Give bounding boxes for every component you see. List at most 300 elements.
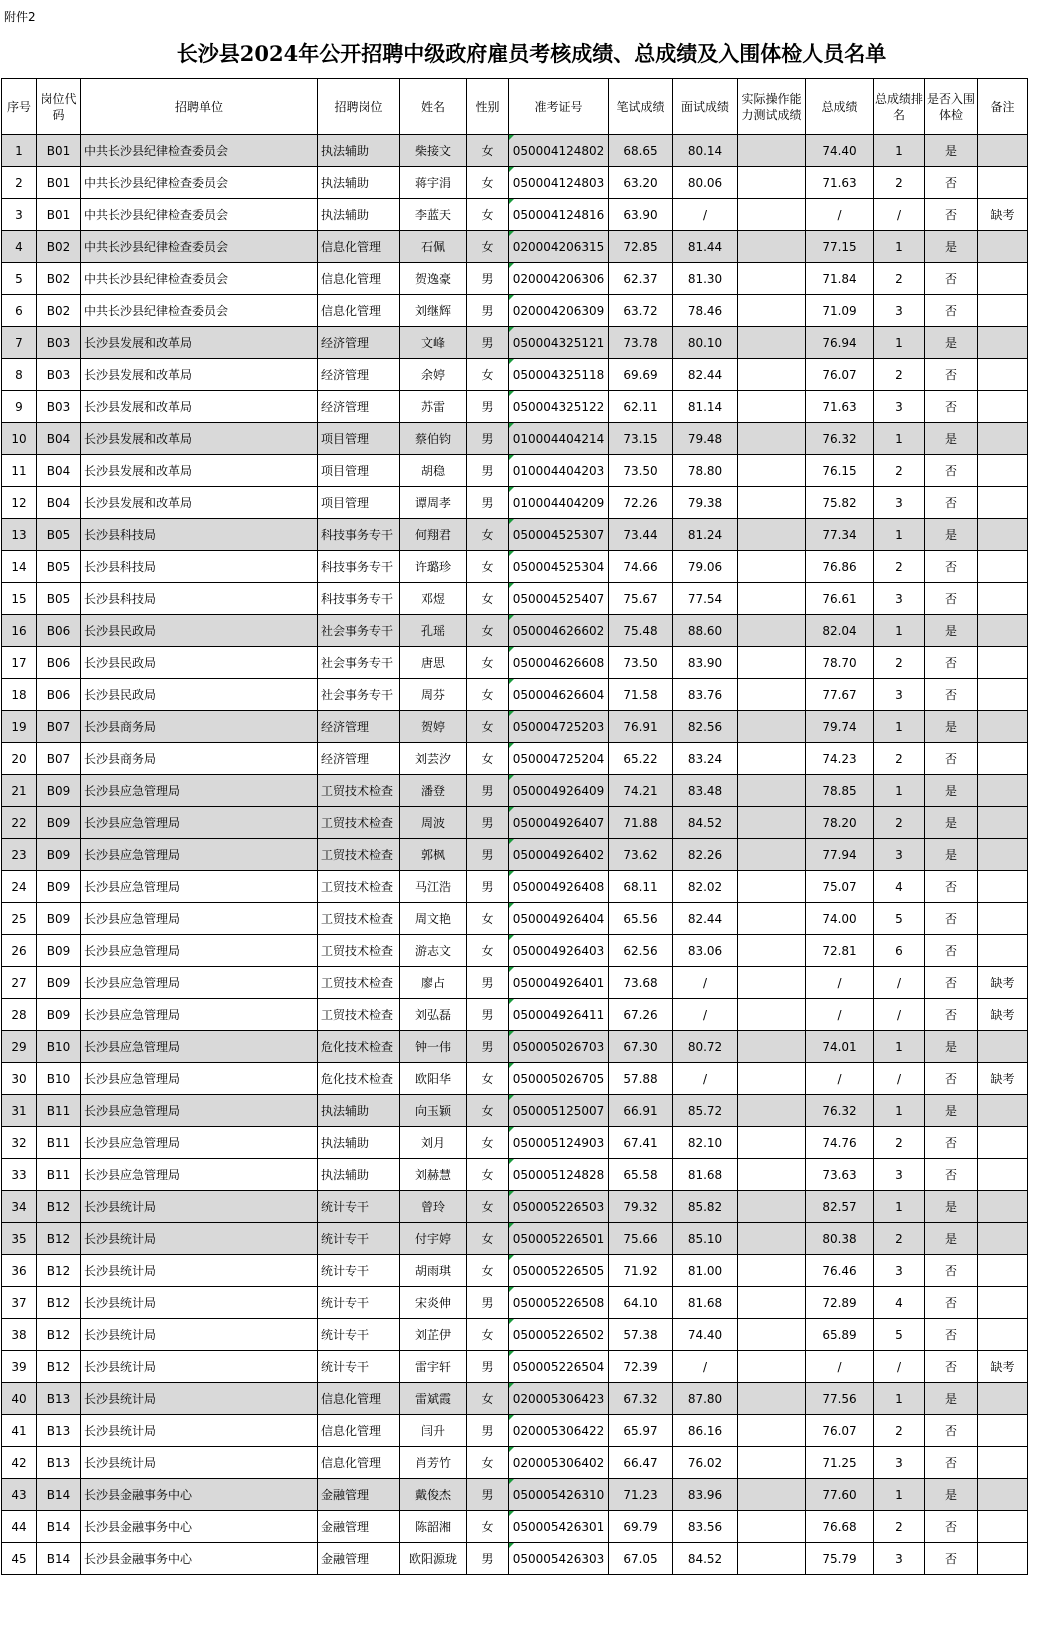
cell-interview: 80.06 (673, 167, 738, 199)
cell-ticket: 050004525304 (509, 551, 609, 583)
cell-post: 信息化管理 (318, 263, 400, 295)
cell-practical (738, 327, 806, 359)
header-remark: 备注 (978, 79, 1028, 135)
cell-ticket: 050004725204 (509, 743, 609, 775)
cell-gender: 男 (467, 839, 509, 871)
cell-interview: / (673, 967, 738, 999)
cell-physical: 否 (925, 1319, 978, 1351)
cell-written: 68.11 (609, 871, 673, 903)
cell-remark (978, 231, 1028, 263)
cell-gender: 男 (467, 1543, 509, 1575)
cell-rank: 3 (874, 1447, 925, 1479)
cell-gender: 男 (467, 1031, 509, 1063)
cell-unit: 长沙县金融事务中心 (81, 1511, 318, 1543)
cell-gender: 女 (467, 1447, 509, 1479)
cell-remark: 缺考 (978, 999, 1028, 1031)
cell-practical (738, 263, 806, 295)
cell-code: B02 (37, 295, 81, 327)
cell-ticket: 050004325118 (509, 359, 609, 391)
header-practical: 实际操作能力测试成绩 (738, 79, 806, 135)
cell-seq: 20 (2, 743, 37, 775)
table-row (2, 935, 1028, 967)
cell-total: 74.76 (806, 1127, 874, 1159)
cell-gender: 女 (467, 1159, 509, 1191)
cell-name: 孔瑶 (400, 615, 467, 647)
cell-practical (738, 1287, 806, 1319)
cell-name: 刘月 (400, 1127, 467, 1159)
header-physical: 是否入围体检 (925, 79, 978, 135)
cell-practical (738, 807, 806, 839)
cell-total: / (806, 1351, 874, 1383)
table-row (2, 1543, 1028, 1575)
cell-name: 闫升 (400, 1415, 467, 1447)
table-row (2, 295, 1028, 327)
cell-written: 63.72 (609, 295, 673, 327)
cell-gender: 女 (467, 1063, 509, 1095)
cell-rank: 1 (874, 519, 925, 551)
cell-total: / (806, 199, 874, 231)
cell-practical (738, 1223, 806, 1255)
cell-rank: 1 (874, 135, 925, 167)
cell-post: 统计专干 (318, 1191, 400, 1223)
table-body (2, 135, 1028, 1575)
cell-total: 77.60 (806, 1479, 874, 1511)
cell-code: B01 (37, 135, 81, 167)
cell-rank: 1 (874, 1031, 925, 1063)
cell-remark (978, 519, 1028, 551)
cell-seq: 19 (2, 711, 37, 743)
header-post: 招聘岗位 (318, 79, 400, 135)
cell-interview: 88.60 (673, 615, 738, 647)
cell-gender: 男 (467, 327, 509, 359)
cell-practical (738, 135, 806, 167)
table-row (2, 167, 1028, 199)
cell-rank: 2 (874, 1415, 925, 1447)
table-row (2, 551, 1028, 583)
cell-post: 工贸技术检查 (318, 967, 400, 999)
cell-code: B14 (37, 1511, 81, 1543)
cell-unit: 长沙县应急管理局 (81, 1159, 318, 1191)
cell-physical: 是 (925, 135, 978, 167)
cell-seq: 38 (2, 1319, 37, 1351)
cell-rank: / (874, 967, 925, 999)
cell-remark (978, 935, 1028, 967)
cell-practical (738, 359, 806, 391)
cell-total: / (806, 967, 874, 999)
table-row (2, 743, 1028, 775)
cell-name: 蔡伯钧 (400, 423, 467, 455)
cell-gender: 女 (467, 1511, 509, 1543)
cell-interview: 79.38 (673, 487, 738, 519)
cell-unit: 长沙县民政局 (81, 679, 318, 711)
cell-post: 信息化管理 (318, 1447, 400, 1479)
cell-interview: / (673, 999, 738, 1031)
cell-gender: 男 (467, 1479, 509, 1511)
cell-ticket: 050004124803 (509, 167, 609, 199)
cell-rank: 3 (874, 295, 925, 327)
cell-name: 周芬 (400, 679, 467, 711)
cell-practical (738, 743, 806, 775)
cell-remark (978, 1479, 1028, 1511)
cell-code: B09 (37, 935, 81, 967)
cell-written: 65.97 (609, 1415, 673, 1447)
cell-rank: 2 (874, 551, 925, 583)
cell-name: 苏雷 (400, 391, 467, 423)
table-row (2, 1511, 1028, 1543)
cell-unit: 长沙县民政局 (81, 615, 318, 647)
cell-rank: 1 (874, 615, 925, 647)
cell-unit: 长沙县统计局 (81, 1351, 318, 1383)
cell-unit: 长沙县应急管理局 (81, 1095, 318, 1127)
cell-code: B11 (37, 1127, 81, 1159)
cell-post: 金融管理 (318, 1511, 400, 1543)
cell-seq: 4 (2, 231, 37, 263)
cell-name: 雷斌霞 (400, 1383, 467, 1415)
cell-post: 金融管理 (318, 1543, 400, 1575)
cell-practical (738, 711, 806, 743)
cell-post: 科技事务专干 (318, 583, 400, 615)
cell-ticket: 020005306423 (509, 1383, 609, 1415)
cell-rank: 3 (874, 679, 925, 711)
cell-physical: 否 (925, 199, 978, 231)
cell-code: B04 (37, 487, 81, 519)
cell-post: 信息化管理 (318, 231, 400, 263)
cell-total: 79.74 (806, 711, 874, 743)
cell-interview: 85.72 (673, 1095, 738, 1127)
table-row (2, 1351, 1028, 1383)
cell-rank: 3 (874, 1543, 925, 1575)
cell-seq: 22 (2, 807, 37, 839)
table-row (2, 679, 1028, 711)
cell-code: B12 (37, 1223, 81, 1255)
cell-remark (978, 1543, 1028, 1575)
cell-unit: 长沙县统计局 (81, 1255, 318, 1287)
cell-practical (738, 647, 806, 679)
cell-unit: 长沙县应急管理局 (81, 935, 318, 967)
cell-remark (978, 615, 1028, 647)
header-written: 笔试成绩 (609, 79, 673, 135)
cell-code: B13 (37, 1447, 81, 1479)
cell-gender: 女 (467, 1223, 509, 1255)
cell-ticket: 050005426303 (509, 1543, 609, 1575)
cell-code: B14 (37, 1543, 81, 1575)
cell-total: 78.20 (806, 807, 874, 839)
cell-rank: 2 (874, 1511, 925, 1543)
cell-interview: 81.14 (673, 391, 738, 423)
cell-practical (738, 1031, 806, 1063)
cell-rank: 3 (874, 487, 925, 519)
cell-code: B05 (37, 551, 81, 583)
cell-written: 67.05 (609, 1543, 673, 1575)
cell-rank: 1 (874, 423, 925, 455)
cell-remark (978, 711, 1028, 743)
cell-written: 71.88 (609, 807, 673, 839)
cell-interview: / (673, 199, 738, 231)
cell-seq: 16 (2, 615, 37, 647)
cell-rank: 5 (874, 903, 925, 935)
cell-post: 工贸技术检查 (318, 807, 400, 839)
cell-rank: 2 (874, 167, 925, 199)
cell-code: B09 (37, 871, 81, 903)
cell-ticket: 050004325122 (509, 391, 609, 423)
cell-total: 76.07 (806, 359, 874, 391)
cell-gender: 男 (467, 775, 509, 807)
cell-total: 76.61 (806, 583, 874, 615)
cell-ticket: 050004325121 (509, 327, 609, 359)
cell-ticket: 050005226505 (509, 1255, 609, 1287)
cell-gender: 男 (467, 871, 509, 903)
cell-total: 76.32 (806, 423, 874, 455)
cell-post: 项目管理 (318, 487, 400, 519)
cell-physical: 是 (925, 775, 978, 807)
cell-practical (738, 1127, 806, 1159)
cell-name: 邓煜 (400, 583, 467, 615)
cell-code: B04 (37, 423, 81, 455)
cell-written: 72.26 (609, 487, 673, 519)
cell-interview: 81.68 (673, 1159, 738, 1191)
cell-remark (978, 359, 1028, 391)
cell-seq: 1 (2, 135, 37, 167)
cell-code: B09 (37, 807, 81, 839)
cell-total: 71.09 (806, 295, 874, 327)
cell-ticket: 050005026703 (509, 1031, 609, 1063)
cell-name: 何翔君 (400, 519, 467, 551)
cell-ticket: 050004926407 (509, 807, 609, 839)
cell-name: 欧阳源珑 (400, 1543, 467, 1575)
cell-name: 贺婷 (400, 711, 467, 743)
cell-code: B03 (37, 391, 81, 423)
cell-physical: 否 (925, 263, 978, 295)
cell-seq: 27 (2, 967, 37, 999)
cell-practical (738, 1159, 806, 1191)
cell-practical (738, 903, 806, 935)
cell-practical (738, 1191, 806, 1223)
cell-total: 76.15 (806, 455, 874, 487)
table-row (2, 231, 1028, 263)
cell-gender: 女 (467, 135, 509, 167)
cell-rank: 1 (874, 1383, 925, 1415)
cell-unit: 长沙县应急管理局 (81, 1031, 318, 1063)
header-ticket: 准考证号 (509, 79, 609, 135)
cell-written: 65.56 (609, 903, 673, 935)
cell-physical: 否 (925, 1287, 978, 1319)
cell-physical: 是 (925, 1191, 978, 1223)
cell-interview: 80.10 (673, 327, 738, 359)
cell-name: 曾玲 (400, 1191, 467, 1223)
cell-physical: 否 (925, 967, 978, 999)
cell-gender: 男 (467, 487, 509, 519)
cell-post: 危化技术检查 (318, 1063, 400, 1095)
header-interview: 面试成绩 (673, 79, 738, 135)
cell-physical: 否 (925, 1543, 978, 1575)
cell-code: B06 (37, 679, 81, 711)
cell-rank: 2 (874, 1223, 925, 1255)
cell-interview: 86.16 (673, 1415, 738, 1447)
cell-interview: 82.56 (673, 711, 738, 743)
cell-interview: 83.56 (673, 1511, 738, 1543)
cell-ticket: 050004926411 (509, 999, 609, 1031)
cell-gender: 女 (467, 1383, 509, 1415)
cell-seq: 6 (2, 295, 37, 327)
cell-rank: 6 (874, 935, 925, 967)
cell-seq: 11 (2, 455, 37, 487)
cell-post: 经济管理 (318, 391, 400, 423)
cell-physical: 否 (925, 1351, 978, 1383)
cell-ticket: 010004404209 (509, 487, 609, 519)
cell-remark: 缺考 (978, 1351, 1028, 1383)
cell-physical: 是 (925, 615, 978, 647)
cell-remark (978, 871, 1028, 903)
cell-ticket: 050004626604 (509, 679, 609, 711)
cell-rank: 3 (874, 1159, 925, 1191)
cell-code: B06 (37, 615, 81, 647)
cell-total: 80.38 (806, 1223, 874, 1255)
cell-post: 信息化管理 (318, 295, 400, 327)
cell-gender: 男 (467, 1287, 509, 1319)
cell-seq: 41 (2, 1415, 37, 1447)
cell-name: 欧阳华 (400, 1063, 467, 1095)
cell-physical: 否 (925, 391, 978, 423)
cell-written: 75.67 (609, 583, 673, 615)
cell-seq: 26 (2, 935, 37, 967)
cell-written: 69.69 (609, 359, 673, 391)
cell-name: 许璐珍 (400, 551, 467, 583)
cell-name: 肖芳竹 (400, 1447, 467, 1479)
cell-ticket: 050005124903 (509, 1127, 609, 1159)
cell-seq: 25 (2, 903, 37, 935)
cell-ticket: 050005125007 (509, 1095, 609, 1127)
cell-physical: 是 (925, 1479, 978, 1511)
cell-remark (978, 487, 1028, 519)
cell-seq: 44 (2, 1511, 37, 1543)
cell-physical: 是 (925, 327, 978, 359)
cell-written: 57.38 (609, 1319, 673, 1351)
cell-code: B10 (37, 1063, 81, 1095)
cell-remark (978, 1415, 1028, 1447)
cell-physical: 否 (925, 743, 978, 775)
cell-practical (738, 551, 806, 583)
cell-remark (978, 1383, 1028, 1415)
table-row (2, 263, 1028, 295)
table-row (2, 1127, 1028, 1159)
cell-remark (978, 391, 1028, 423)
cell-interview: 87.80 (673, 1383, 738, 1415)
cell-code: B12 (37, 1319, 81, 1351)
cell-rank: / (874, 199, 925, 231)
cell-physical: 是 (925, 711, 978, 743)
cell-post: 执法辅助 (318, 1127, 400, 1159)
cell-practical (738, 423, 806, 455)
cell-ticket: 050005226502 (509, 1319, 609, 1351)
cell-remark (978, 743, 1028, 775)
cell-gender: 男 (467, 455, 509, 487)
cell-ticket: 050004926403 (509, 935, 609, 967)
cell-interview: 85.10 (673, 1223, 738, 1255)
cell-name: 蒋宇涓 (400, 167, 467, 199)
cell-written: 68.65 (609, 135, 673, 167)
cell-unit: 长沙县金融事务中心 (81, 1479, 318, 1511)
cell-rank: / (874, 1063, 925, 1095)
cell-unit: 长沙县应急管理局 (81, 871, 318, 903)
cell-ticket: 050005226508 (509, 1287, 609, 1319)
cell-remark (978, 1159, 1028, 1191)
cell-post: 金融管理 (318, 1479, 400, 1511)
cell-post: 经济管理 (318, 711, 400, 743)
cell-ticket: 050004926408 (509, 871, 609, 903)
cell-post: 统计专干 (318, 1351, 400, 1383)
cell-interview: 81.44 (673, 231, 738, 263)
cell-code: B02 (37, 263, 81, 295)
cell-rank: 1 (874, 711, 925, 743)
cell-gender: 女 (467, 167, 509, 199)
cell-ticket: 050004124816 (509, 199, 609, 231)
cell-practical (738, 199, 806, 231)
cell-unit: 长沙县统计局 (81, 1287, 318, 1319)
cell-remark (978, 1031, 1028, 1063)
cell-remark (978, 1287, 1028, 1319)
cell-total: 74.23 (806, 743, 874, 775)
cell-name: 胡稳 (400, 455, 467, 487)
cell-name: 周文艳 (400, 903, 467, 935)
cell-gender: 男 (467, 391, 509, 423)
table-row (2, 199, 1028, 231)
cell-code: B09 (37, 839, 81, 871)
table-row (2, 871, 1028, 903)
cell-name: 钟一伟 (400, 1031, 467, 1063)
cell-seq: 24 (2, 871, 37, 903)
cell-physical: 否 (925, 1447, 978, 1479)
cell-unit: 长沙县统计局 (81, 1191, 318, 1223)
cell-code: B10 (37, 1031, 81, 1063)
table-row (2, 1191, 1028, 1223)
cell-seq: 3 (2, 199, 37, 231)
cell-gender: 女 (467, 615, 509, 647)
cell-rank: 5 (874, 1319, 925, 1351)
cell-seq: 28 (2, 999, 37, 1031)
cell-physical: 否 (925, 903, 978, 935)
cell-code: B05 (37, 583, 81, 615)
cell-seq: 18 (2, 679, 37, 711)
cell-practical (738, 839, 806, 871)
cell-total: 75.07 (806, 871, 874, 903)
cell-interview: 84.52 (673, 807, 738, 839)
cell-code: B03 (37, 359, 81, 391)
cell-name: 付宇婷 (400, 1223, 467, 1255)
cell-code: B05 (37, 519, 81, 551)
cell-seq: 36 (2, 1255, 37, 1287)
cell-code: B09 (37, 999, 81, 1031)
cell-remark: 缺考 (978, 967, 1028, 999)
cell-interview: / (673, 1351, 738, 1383)
cell-code: B04 (37, 455, 81, 487)
cell-post: 经济管理 (318, 743, 400, 775)
cell-unit: 长沙县发展和改革局 (81, 455, 318, 487)
header-rank: 总成绩排名 (874, 79, 925, 135)
cell-interview: 78.80 (673, 455, 738, 487)
cell-seq: 5 (2, 263, 37, 295)
cell-physical: 否 (925, 1415, 978, 1447)
cell-gender: 女 (467, 903, 509, 935)
cell-total: 71.63 (806, 391, 874, 423)
cell-seq: 8 (2, 359, 37, 391)
page-title: 长沙县2024年公开招聘中级政府雇员考核成绩、总成绩及入围体检人员名单 (176, 41, 887, 66)
cell-post: 工贸技术检查 (318, 999, 400, 1031)
cell-ticket: 050004926402 (509, 839, 609, 871)
cell-unit: 长沙县金融事务中心 (81, 1543, 318, 1575)
cell-name: 石佩 (400, 231, 467, 263)
cell-ticket: 050005226504 (509, 1351, 609, 1383)
cell-code: B07 (37, 711, 81, 743)
